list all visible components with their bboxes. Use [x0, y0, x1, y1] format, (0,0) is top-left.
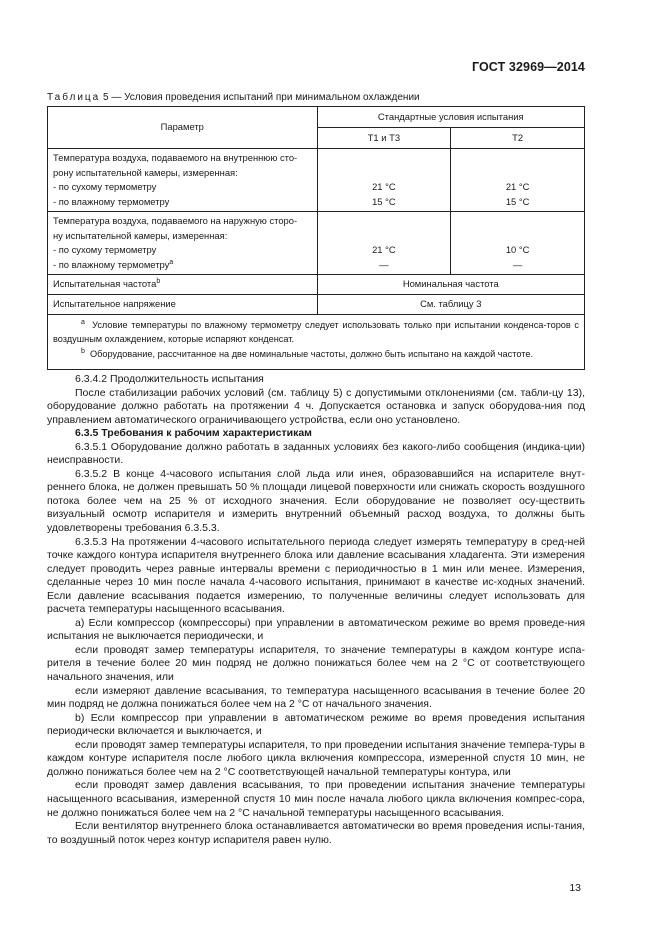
- paragraph: После стабилизации рабочих условий (см. таблицу 5) с допустимыми отклонениями (см. табли-цу 13), оборудование должно работать на протяжении 4 ч. Допускается остановка и запуск оборудова-ния под управлением автоматического ограничивающего устройства, если оно установлено.: [47, 386, 585, 426]
- paragraph: Если вентилятор внутреннего блока останавливается автоматически во время проведения испы-тания, то воздушный поток через контур испарителя равен нулю.: [47, 820, 585, 846]
- table-row-outdoor: [48, 212, 585, 275]
- value-t2: [451, 212, 585, 275]
- footnote-marker-a: а: [169, 258, 174, 266]
- param-line-with-footnote: [53, 258, 312, 273]
- param-line: ну испытательной камеры, измеренная:: [53, 229, 228, 241]
- paragraph: если измеряют давление всасывания, то температура насыщенного всасывания в течение более 20 мин подряд не должна понижаться более чем на 2 °С от начального значения.: [47, 684, 585, 711]
- value-frequency: Номинальная частота: [317, 275, 585, 295]
- param-line: - по сухому термометру: [53, 181, 157, 192]
- param-line: Температура воздуха, подаваемого на внутреннюю сто-: [53, 152, 298, 163]
- footnote-a: $^а$ Условие температуры по влажному термометру следует использовать только при испытании конденса-торов с воздушным охлаждением, которые испаряют конденсат.: [53, 319, 579, 344]
- header-t2: Т2: [451, 128, 585, 149]
- value-dry: 10 °С: [505, 244, 530, 255]
- paragraph: если проводят замер давления всасывания, то при проведении испытания значение температуры насыщенного всасывания, измеренной спустя 10 мин после начала любого цикла включения компрес-сора, не должно понижаться более чем на 2 °С начальной температуры насыщенного всасывания.: [47, 779, 585, 819]
- footnote-b: $^b$ Оборудование, рассчитанное на две номинальные частоты, должно быть испытано на каждой частоте.: [81, 348, 534, 359]
- value-t1-t3: [317, 212, 451, 275]
- paragraph: 6.3.4.2 Продолжительность испытания: [75, 373, 264, 385]
- table-caption: [47, 92, 420, 103]
- header-t1-t3: Т1 и Т3: [317, 128, 451, 149]
- header-standard-conditions: Стандартные условия испытания: [317, 107, 585, 128]
- body-text: [47, 373, 585, 847]
- value-t1-t3: [317, 149, 451, 212]
- table-row-voltage: [48, 295, 585, 315]
- param-outdoor: [48, 212, 318, 275]
- paragraph: 6.3.5.1 Оборудование должно работать в заданных условиях без какого-либо сообщения (индика-ции) неисправности.: [47, 440, 585, 467]
- footnote-marker-b: b: [156, 278, 161, 286]
- standard-number: ГОСТ 32969—2014: [471, 60, 585, 74]
- value-dry: 21 °С: [372, 244, 396, 255]
- paragraph: b) Если компрессор при управлении в автоматическом режиме во время проведения испытания периодически включается и выключается, и: [47, 711, 585, 738]
- value-wet: 15 °С: [505, 195, 530, 207]
- param-line: - по сухому термометру: [53, 244, 157, 255]
- paragraph: если проводят замер температуры испарителя, то значение температуры в каждом контуре испа-рителя в течение более 20 мин подряд не должно понижаться более чем на 2 °С от соответствующего начального значения, или: [47, 643, 585, 684]
- conditions-table: [47, 106, 585, 370]
- param-indoor: [48, 149, 318, 212]
- value-dry: 21 °С: [372, 181, 396, 192]
- value-voltage: См. таблицу 3: [317, 295, 585, 315]
- paragraph: если проводят замер температуры испарителя, то при проведении испытания значение темпера-туры в каждом контуре испарителя после любого цикла включения компрессора, измеренной спустя 10 мин, не должно понижаться более чем на 2 °С соответствующей начальной температуры контура, или: [47, 738, 585, 778]
- value-dry: 21 °С: [505, 181, 530, 192]
- paragraph: а) Если компрессор (компрессоры) при управлении в автоматическом режиме во время проведе-ния испытания не выключается периодически, и: [47, 616, 585, 643]
- table-row-indoor: [48, 149, 585, 212]
- param-line: Температура воздуха, подаваемого на наружную сторо-: [53, 215, 298, 226]
- param-voltage: Испытательное напряжение: [48, 295, 318, 315]
- paragraph: 6.3.5.2 В конце 4-часового испытания слой льда или инея, образовавшийся на испарителе внут-реннего блока, не должен превышать 50 % площади лицевой поверхности или снижать скорость воздушного потока более чем на 25 % от исходного значения. Если оборудование не позволяет осу-ществить визуальный осмотр испарителя и измерить внутренний объемный расход воздуха, то должны быть удовлетворены требования 6.3.5.3.: [47, 467, 585, 535]
- section-heading: 6.3.5 Требования к рабочим характеристикам: [75, 427, 312, 440]
- param-frequency: Испытательная частота$^b$: [48, 275, 318, 295]
- table-caption-word: Таблица: [47, 92, 101, 103]
- page-number: 13: [569, 882, 581, 894]
- value-wet: —: [379, 258, 389, 270]
- value-t2: [451, 149, 585, 212]
- table-notes: [48, 315, 585, 370]
- table-caption-title: 5 — Условия проведения испытаний при минимальном охлаждении: [100, 92, 420, 103]
- param-line: - по влажному термометру: [53, 195, 170, 207]
- header-parameter: Параметр: [48, 107, 318, 149]
- param-line: - по влажному термометру: [53, 258, 170, 270]
- value-wet: 15 °С: [372, 195, 396, 207]
- table-row-frequency: [48, 275, 585, 295]
- value-wet: —: [512, 258, 523, 270]
- param-line: рону испытательной камеры, измеренная:: [53, 166, 238, 178]
- paragraph: 6.3.5.3 На протяжении 4-часового испытательного периода следует измерять температуру в сред-ней точке каждого контура испарителя внутреннего блока или давление всасывания хладагента. Эти измерения следует проводить через равные интервалы времени с периодичностью в 1 мин или менее. Измерения, сделанные через 10 мин после начала 4-часового испытания, принимают в качестве ис-ходных значений. Если давление всасывания подается измерению, то полученные величины следует использовать для расчета температуры насыщенного всасывания.: [47, 535, 585, 616]
